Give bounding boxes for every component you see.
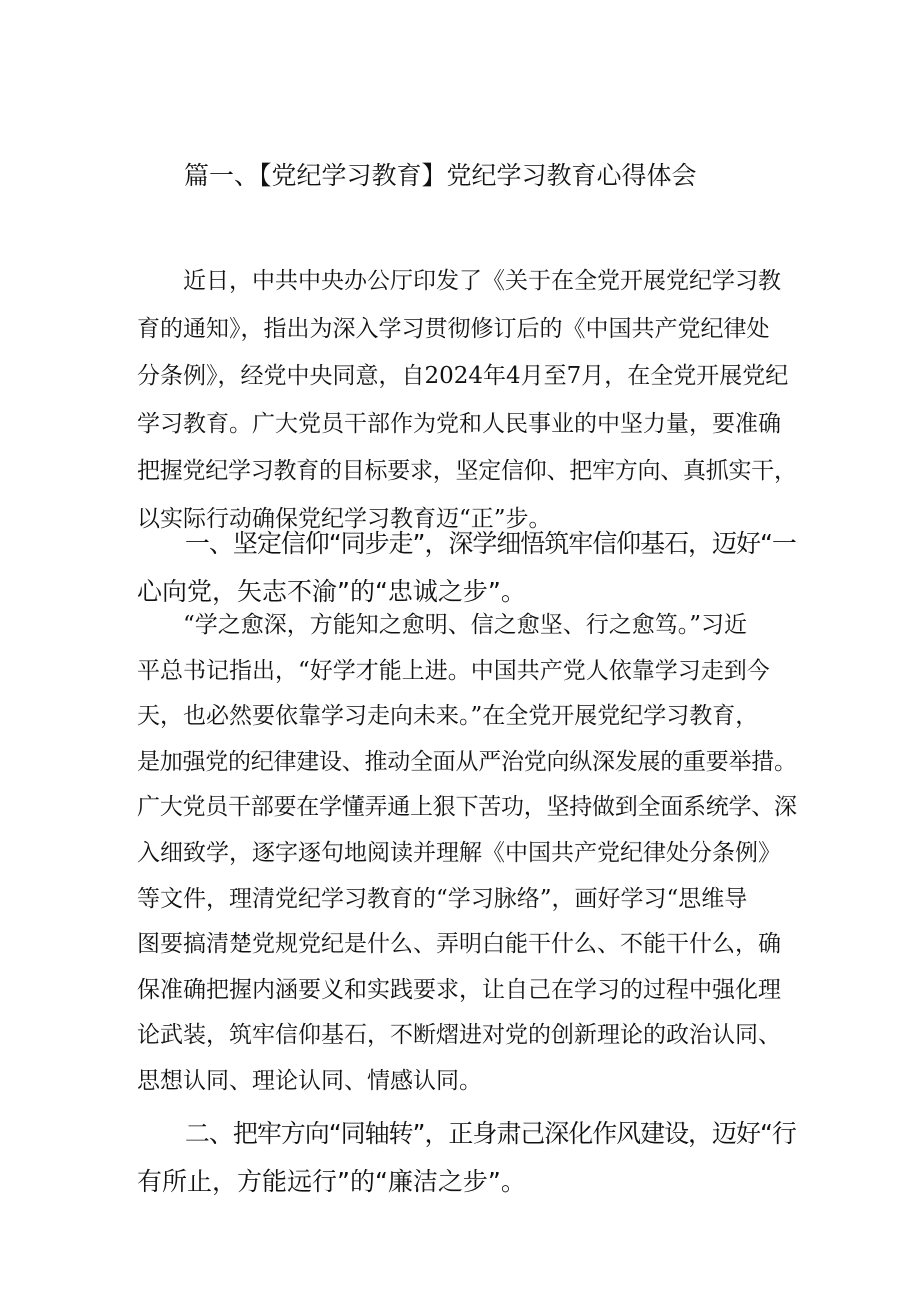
heading-line: 有所止，方能远行”的“廉洁之步”。	[137, 1167, 526, 1196]
paragraph-line: 等文件，理清党纪学习教育的“学习脉络”，画好学习“思维导	[137, 885, 748, 912]
paragraph-section-1	[137, 603, 797, 1105]
paragraph-line: 近日，中共中央办公厅印发了《关于在全党开展党纪学习教	[137, 268, 781, 294]
paragraph-line: 以实际行动确保党纪学习教育迈“正”步。	[137, 505, 552, 532]
paragraph-intro	[137, 258, 797, 543]
paragraph-line: 平总书记指出，“好学才能上进。中国共产党人依靠学习走到今	[137, 657, 770, 684]
heading-line: 一、坚定信仰“同步走”，深学细悟筑牢信仰基石，迈好“一	[137, 529, 796, 558]
heading-line: 二、把牢方向“同轴转”，正身肃己深化作风建设，迈好“行	[137, 1119, 796, 1148]
paragraph-line: 思想认同、理论认同、情感认同。	[137, 1067, 482, 1094]
paragraph-line: 论武装，筑牢信仰基石，不断熠进对党的创新理论的政治认同、	[137, 1022, 781, 1049]
paragraph-line: “学之愈深，方能知之愈明、信之愈坚、行之愈笃。”习近	[137, 612, 748, 638]
paragraph-line: 入细致学，逐字逐句地阅读并理解《中国共产党纪律处分条例》	[137, 839, 781, 866]
paragraph-line: 是加强党的纪律建设、推动全面从严治党向纵深发展的重要举措。	[137, 748, 797, 775]
heading-line: 心向党，矢志不渝”的“忠诚之步”。	[137, 577, 526, 606]
paragraph-line: 广大党员干部要在学懂弄通上狠下苦功，坚持做到全面系统学、深	[137, 794, 797, 821]
paragraph-line: 保准确把握内涵要义和实践要求，让自己在学习的过程中强化理	[137, 976, 781, 1003]
paragraph-line: 育的通知》，指出为深入学习贯彻修订后的《中国共产党纪律处	[137, 315, 770, 342]
paragraph-line: 分条例》，经党中央同意，自2024年4月至7月，在全党开展党纪	[137, 363, 789, 389]
document-title: 篇一、【党纪学习教育】党纪学习教育心得体会	[184, 161, 697, 190]
paragraph-line: 天，也必然要依靠学习走向未来。”在全党开展党纪学习教育，	[137, 703, 759, 730]
paragraph-line: 学习教育。广大党员干部作为党和人民事业的中坚力量，要准确	[137, 410, 781, 437]
paragraph-line: 图要搞清楚党规党纪是什么、弄明白能干什么、不能干什么，确	[137, 931, 781, 958]
paragraph-line: 把握党纪学习教育的目标要求，坚定信仰、把牢方向、真抓实干，	[137, 458, 797, 484]
section-heading-1	[137, 520, 797, 616]
section-heading-2	[137, 1110, 797, 1206]
